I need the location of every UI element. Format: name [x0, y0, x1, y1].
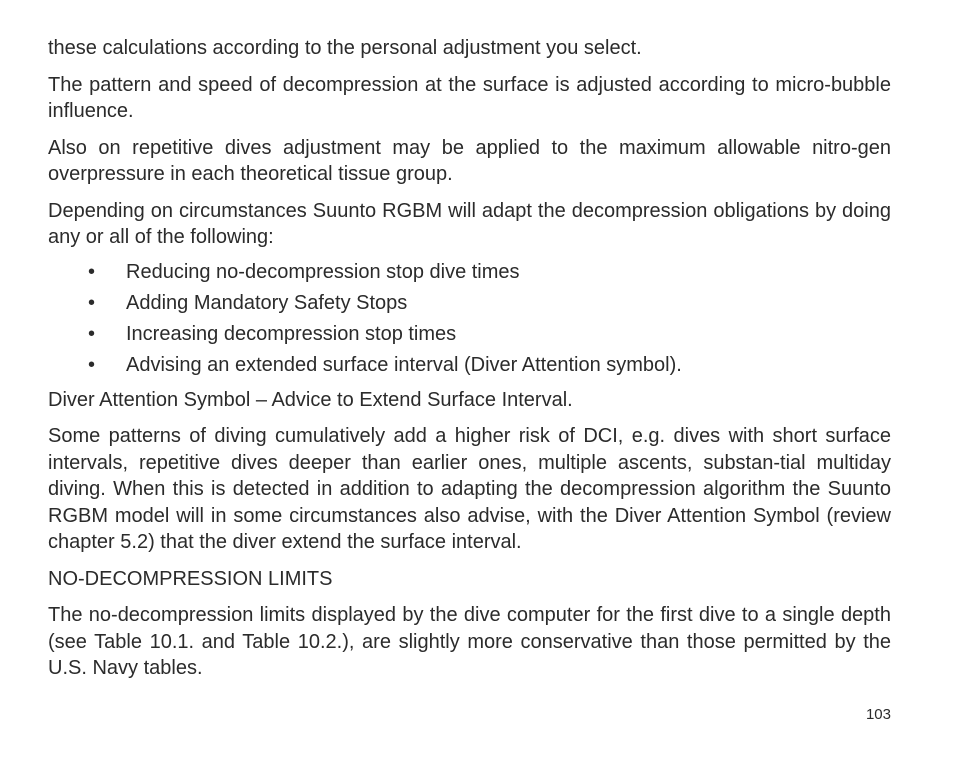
list-item-text: Advising an extended surface interval (Diver Attention symbol).: [126, 353, 682, 376]
list-item-text: Reducing no-decompression stop dive times: [126, 260, 520, 283]
list-item: [48, 319, 891, 350]
bullet-icon: •: [88, 291, 96, 314]
paragraph-diver-attention: Diver Attention Symbol – Advice to Extend Surface Interval.: [48, 388, 573, 411]
paragraph-dci-risk: Some patterns of diving cumulatively add a higher risk of DCI, e.g. dives with short surface intervals, repetitive dives deeper than earlier ones, multiple ascents, substan-tial multiday diving. When this is detected in addition to adapting the decompression algorithm the Suunto RGBM model will in some circumstances also advise, with the Diver Attention Symbol (review chapter 5.2) that the diver extend the surface interval.: [48, 425, 891, 553]
list-item-text: Increasing decompression stop times: [126, 322, 457, 345]
paragraph-repetitive-dives: Also on repetitive dives adjustment may be applied to the maximum allowable nitro-gen overpressure in each theoretical tissue group.: [48, 136, 891, 185]
document-page: [48, 35, 891, 692]
paragraph-no-deco-limits: The no-decompression limits displayed by the dive computer for the first dive to a single depth (see Table 10.1. and Table 10.2.), are slightly more conservative than those permitted by the U.S. Navy tables.: [48, 604, 891, 679]
page-number: 103: [865, 706, 891, 723]
list-item: [48, 257, 891, 288]
paragraph-personal-adjustment: these calculations according to the personal adjustment you select.: [48, 37, 642, 59]
bullet-icon: •: [88, 353, 96, 376]
list-item-text: Adding Mandatory Safety Stops: [126, 291, 408, 314]
bullet-icon: •: [88, 322, 96, 345]
paragraph-pattern-speed: The pattern and speed of decompression at the surface is adjusted according to micro-bubble influence.: [48, 73, 891, 122]
list-item: [48, 350, 891, 381]
adaptation-list: [48, 257, 891, 381]
section-heading: NO-DECOMPRESSION LIMITS: [48, 567, 333, 590]
paragraph-rgbm-adapt: Depending on circumstances Suunto RGBM will adapt the decompression obligations by doing any or all of the following:: [48, 199, 891, 248]
bullet-icon: •: [88, 260, 96, 283]
list-item: [48, 288, 891, 319]
